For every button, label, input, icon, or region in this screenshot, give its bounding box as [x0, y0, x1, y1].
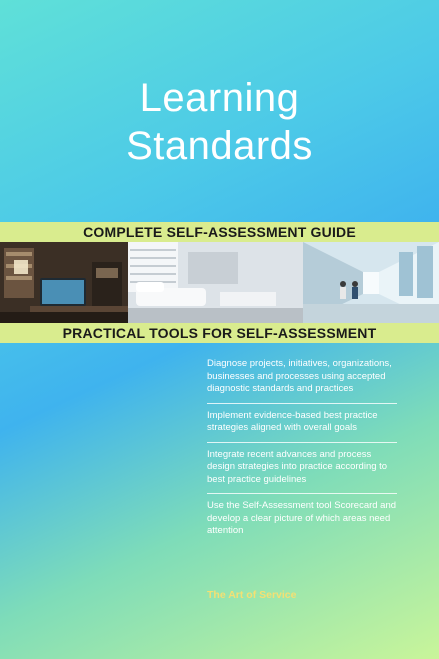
publisher-name: The Art of Service: [207, 589, 297, 601]
benefit-item: Integrate recent advances and process design strategies into practice according to best practice guidelines: [207, 442, 397, 494]
benefit-item: Implement evidence-based best practice strategies aligned with overall goals: [207, 403, 397, 442]
book-title: [0, 74, 439, 170]
title-line-2: Standards: [126, 124, 313, 168]
hospital-corridor-photo: [303, 242, 439, 323]
benefits-list: [207, 358, 397, 545]
benefit-item: Use the Self-Assessment tool Scorecard and develop a clear picture of which areas need attention: [207, 493, 397, 545]
title-line-1: Learning: [139, 76, 300, 120]
subtitle-band-top: COMPLETE SELF-ASSESSMENT GUIDE: [0, 222, 439, 242]
benefit-item: Diagnose projects, initiatives, organizations, businesses and processes using accepted diagnostic standards and practices: [207, 358, 392, 394]
subtitle-band-bottom: PRACTICAL TOOLS FOR SELF-ASSESSMENT: [0, 323, 439, 343]
photo-strip: [0, 242, 439, 323]
living-room-photo: [128, 242, 303, 323]
office-desk-photo: [0, 242, 128, 323]
